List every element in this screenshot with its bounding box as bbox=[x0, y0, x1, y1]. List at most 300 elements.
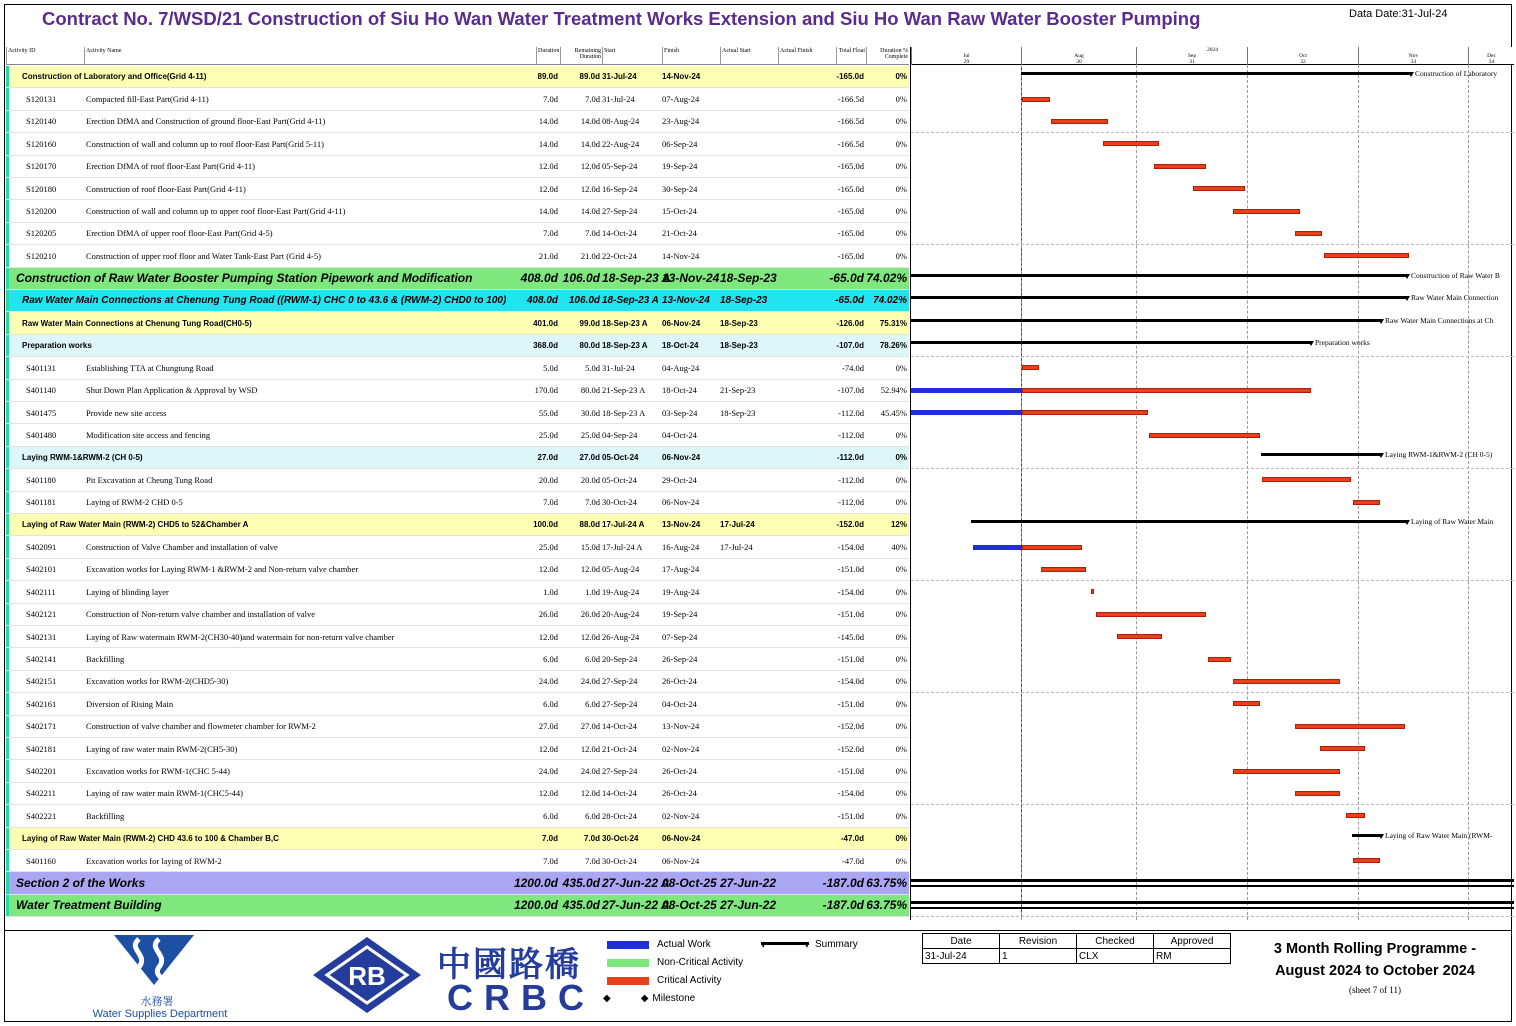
cell-tf: -107.0d bbox=[836, 340, 864, 350]
cell-afinish bbox=[778, 178, 836, 199]
cell-dur: 6.0d bbox=[543, 698, 558, 709]
cell-pct: 12% bbox=[890, 520, 907, 530]
legend-actual: Actual Work bbox=[607, 939, 711, 950]
cell-dur: 14.0d bbox=[538, 116, 558, 127]
legend-summary: Summary bbox=[761, 939, 858, 950]
cell-afinish bbox=[778, 424, 836, 445]
cell-astart bbox=[720, 760, 778, 781]
cell-name: Diversion of Rising Main bbox=[86, 698, 174, 709]
row-gridline bbox=[911, 468, 1514, 469]
cell-rem: 27.0d bbox=[580, 721, 600, 732]
cell-astart bbox=[720, 828, 778, 849]
critical-activity-bar[interactable] bbox=[1193, 186, 1245, 191]
cell-id: S402211 bbox=[26, 788, 56, 799]
gantt-bar-label: Construction of Laboratory bbox=[1415, 69, 1498, 79]
activity-row[interactable] bbox=[6, 559, 909, 581]
summary-bar[interactable] bbox=[911, 901, 1514, 904]
cell-astart bbox=[720, 581, 778, 602]
activity-row[interactable] bbox=[6, 469, 909, 491]
cell-name: Construction of upper roof floor and Water Tank-East Part (Grid 4-5) bbox=[86, 250, 321, 261]
activity-row[interactable] bbox=[6, 581, 909, 603]
critical-activity-bar[interactable] bbox=[1022, 388, 1311, 393]
activity-row[interactable] bbox=[6, 156, 909, 178]
gantt-bar-label: Laying of Raw Water Main bbox=[1411, 517, 1494, 527]
cell-pct: 0% bbox=[895, 721, 907, 732]
col-finish[interactable]: Finish bbox=[662, 47, 720, 65]
critical-activity-bar[interactable] bbox=[1149, 433, 1260, 438]
cell-start: 26-Aug-24 bbox=[602, 631, 640, 642]
critical-activity-bar[interactable] bbox=[1346, 813, 1365, 818]
timescale bbox=[911, 47, 1514, 65]
critical-activity-bar[interactable] bbox=[1022, 97, 1050, 102]
cell-pct: 75.31% bbox=[879, 318, 907, 328]
cell-afinish bbox=[778, 783, 836, 804]
row-gridline bbox=[911, 804, 1514, 805]
summary-bar[interactable] bbox=[911, 296, 1407, 299]
cell-rem: 12.0d bbox=[580, 183, 600, 194]
wbs-indent-stripe bbox=[6, 380, 9, 401]
cell-dur: 1200.0d bbox=[513, 876, 558, 891]
milestone-icon: ◆ bbox=[603, 993, 611, 1004]
wbs-indent-stripe bbox=[6, 604, 9, 625]
cell-pct: 0% bbox=[895, 698, 907, 709]
cell-afinish bbox=[778, 268, 836, 289]
cell-dur: 401.0d bbox=[533, 318, 558, 328]
timescale-month bbox=[1358, 47, 1468, 65]
cell-name: Laying of raw water main RWM-2(CH5-30) bbox=[86, 743, 238, 754]
cell-id: S402201 bbox=[26, 766, 57, 777]
cell-start: 17-Jul-24 A bbox=[602, 542, 643, 553]
data-date-label: Data Date bbox=[1349, 8, 1399, 20]
cell-dur: 21.0d bbox=[538, 250, 558, 261]
cell-name: Construction of wall and column up to roof floor-East Part(Grid 5-11) bbox=[86, 138, 324, 149]
cell-id: S402181 bbox=[26, 743, 57, 754]
cell-rem: 7.0d bbox=[585, 855, 600, 866]
cell-tf: -145.0d bbox=[837, 631, 864, 642]
timescale-month-number: 29 bbox=[963, 59, 970, 65]
cell-afinish bbox=[778, 581, 836, 602]
cell-dur: 408.0d bbox=[520, 271, 558, 286]
revision-table bbox=[922, 933, 1231, 964]
activity-row[interactable] bbox=[6, 693, 909, 715]
cell-finish: 06-Nov-24 bbox=[662, 318, 701, 328]
cell-rem: 106.0d bbox=[568, 295, 600, 307]
cell-pct: 0% bbox=[895, 833, 907, 843]
cell-start: 18-Sep-23 A bbox=[602, 271, 671, 286]
activity-row[interactable] bbox=[6, 424, 909, 446]
cell-pct: 0% bbox=[895, 72, 907, 82]
wbs-indent-stripe bbox=[6, 536, 9, 557]
cell-id: S402161 bbox=[26, 698, 57, 709]
critical-activity-bar[interactable] bbox=[1022, 365, 1039, 370]
milestone-icon: ◆ bbox=[640, 993, 649, 1004]
cell-pct: 0% bbox=[895, 94, 907, 105]
cell-name: Backfilling bbox=[86, 810, 125, 821]
wbs-summary-row[interactable] bbox=[6, 268, 909, 290]
cell-afinish bbox=[778, 626, 836, 647]
cell-name: Establishing TTA at Chungtung Road bbox=[86, 362, 214, 373]
cell-name: Erection DfMA of upper roof floor-East Part(Grid 4-5) bbox=[86, 228, 273, 239]
month-gridline bbox=[1358, 65, 1359, 920]
cell-finish: 06-Nov-24 bbox=[662, 497, 700, 508]
cell-pct: 40% bbox=[891, 542, 907, 553]
cell-finish: 07-Aug-24 bbox=[662, 94, 700, 105]
cell-id: S402101 bbox=[26, 564, 57, 575]
summary-bar[interactable] bbox=[911, 341, 1311, 344]
cell-afinish bbox=[778, 290, 836, 311]
critical-activity-bar[interactable] bbox=[1233, 769, 1340, 774]
wbs-indent-stripe bbox=[6, 335, 9, 356]
critical-activity-bar[interactable] bbox=[1233, 701, 1260, 706]
activity-row[interactable] bbox=[6, 805, 909, 827]
actual-work-bar[interactable] bbox=[911, 410, 1022, 415]
cell-pct: 0% bbox=[895, 430, 907, 441]
activity-row[interactable] bbox=[6, 850, 909, 872]
cell-tf: -165.0d bbox=[837, 183, 864, 194]
cell-start: 28-Oct-24 bbox=[602, 810, 637, 821]
critical-activity-bar[interactable] bbox=[1051, 119, 1108, 124]
cell-start: 30-Oct-24 bbox=[602, 497, 637, 508]
cell-finish: 13-Nov-24 bbox=[662, 520, 701, 530]
cell-name: Laying of Raw watermain RWM-2(CH30-40)and watermain for non-return valve chamber bbox=[86, 631, 395, 642]
cell-start: 31-Jul-24 bbox=[602, 72, 637, 82]
rev-approved: RM bbox=[1154, 949, 1231, 964]
cell-rem: 12.0d bbox=[580, 631, 600, 642]
month-gridline bbox=[1247, 65, 1248, 920]
cell-start: 08-Aug-24 bbox=[602, 116, 640, 127]
activity-row[interactable] bbox=[6, 178, 909, 200]
cell-id: S402151 bbox=[26, 676, 57, 687]
critical-activity-bar[interactable] bbox=[1233, 209, 1300, 214]
cell-pct: 0% bbox=[895, 228, 907, 239]
cell-astart bbox=[720, 850, 778, 871]
timescale-month bbox=[1247, 47, 1358, 65]
activity-row[interactable] bbox=[6, 357, 909, 379]
col-activity-id[interactable]: Activity ID bbox=[6, 47, 84, 65]
critical-activity-bar[interactable] bbox=[1295, 724, 1405, 729]
cell-finish: 06-Sep-24 bbox=[662, 138, 698, 149]
cell-name: Construction of Laboratory and Office(Grid 4-11) bbox=[22, 72, 207, 82]
month-gridline bbox=[1468, 65, 1469, 920]
cell-id: S402171 bbox=[26, 721, 57, 732]
cell-rem: 80.0d bbox=[579, 340, 600, 350]
critical-activity-bar[interactable] bbox=[1208, 657, 1231, 662]
wbs-indent-stripe bbox=[6, 671, 9, 692]
cell-rem: 6.0d bbox=[585, 698, 600, 709]
critical-activity-bar[interactable] bbox=[1041, 567, 1086, 572]
summary-bar[interactable] bbox=[1021, 72, 1411, 75]
activity-row[interactable] bbox=[6, 492, 909, 514]
summary-end-marker bbox=[1404, 274, 1410, 279]
cell-afinish bbox=[778, 760, 836, 781]
wsd-chinese: 水務署 bbox=[140, 996, 174, 1008]
cell-finish: 23-Aug-24 bbox=[662, 116, 700, 127]
cell-finish: 14-Nov-24 bbox=[662, 250, 700, 261]
cell-dur: 100.0d bbox=[533, 520, 558, 530]
wbs-summary-row[interactable] bbox=[6, 872, 909, 894]
cell-name: Laying of Raw Water Main (RWM-2) CHD5 to 52&Chamber A bbox=[22, 520, 249, 530]
activity-row[interactable] bbox=[6, 604, 909, 626]
col-actual-start[interactable]: Actual Start bbox=[720, 47, 778, 65]
cell-dur: 14.0d bbox=[538, 206, 558, 217]
summary-bar[interactable] bbox=[1352, 834, 1381, 837]
cell-pct: 63.75% bbox=[866, 898, 907, 913]
critical-activity-bar[interactable] bbox=[1262, 477, 1351, 482]
col-total-float[interactable]: Total Float bbox=[836, 47, 866, 65]
col-start[interactable]: Start bbox=[602, 47, 662, 65]
programme-line2: August 2024 to October 2024 bbox=[1275, 963, 1475, 979]
cell-finish: 13-Nov-24 bbox=[662, 271, 720, 286]
cell-afinish bbox=[778, 671, 836, 692]
cell-tf: -126.0d bbox=[836, 318, 864, 328]
cell-tf: -187.0d bbox=[822, 898, 864, 913]
col-duration[interactable]: Duration bbox=[536, 47, 560, 65]
cell-dur: 14.0d bbox=[538, 138, 558, 149]
cell-afinish bbox=[778, 380, 836, 401]
cell-dur: 25.0d bbox=[538, 542, 558, 553]
col-remaining-duration[interactable]: Remaining Duration bbox=[560, 47, 602, 65]
wbs-summary-row[interactable] bbox=[6, 447, 909, 469]
critical-activity-bar[interactable] bbox=[1117, 634, 1162, 639]
cell-start: 21-Sep-23 A bbox=[602, 385, 646, 396]
cell-name: Provide new site access bbox=[86, 407, 167, 418]
critical-activity-bar[interactable] bbox=[1295, 791, 1340, 796]
cell-afinish bbox=[778, 828, 836, 849]
legend-actual-swatch bbox=[607, 941, 649, 949]
activity-row[interactable] bbox=[6, 648, 909, 670]
cell-astart bbox=[720, 671, 778, 692]
activity-row[interactable] bbox=[6, 783, 909, 805]
cell-name: Excavation works for laying of RWM-2 bbox=[86, 855, 222, 866]
cell-pct: 74.02% bbox=[873, 295, 907, 307]
wbs-summary-row[interactable] bbox=[6, 895, 909, 917]
cell-tf: -165.0d bbox=[837, 206, 864, 217]
cell-start: 05-Aug-24 bbox=[602, 564, 640, 575]
rev-header-date: Date bbox=[923, 934, 1000, 949]
wbs-summary-row[interactable] bbox=[6, 312, 909, 334]
cell-finish: 21-Oct-24 bbox=[662, 228, 697, 239]
data-date: Data Date:31-Jul-24 bbox=[1349, 8, 1448, 20]
summary-bar[interactable] bbox=[911, 879, 1514, 882]
activity-row[interactable] bbox=[6, 738, 909, 760]
cell-dur: 27.0d bbox=[537, 452, 558, 462]
cell-finish: 02-Nov-24 bbox=[662, 743, 700, 754]
summary-end-marker bbox=[1404, 520, 1410, 525]
cell-rem: 14.0d bbox=[580, 206, 600, 217]
wbs-summary-row[interactable] bbox=[6, 66, 909, 88]
cell-name: Construction of Raw Water Booster Pumping Station Pipework and Modification bbox=[16, 271, 473, 286]
summary-bar[interactable] bbox=[911, 274, 1407, 277]
gantt-bar-label: Raw Water Main Connection bbox=[1411, 293, 1499, 303]
cell-tf: -112.0d bbox=[836, 452, 864, 462]
wbs-indent-stripe bbox=[6, 872, 9, 893]
cell-start: 31-Jul-24 bbox=[602, 362, 635, 373]
cell-rem: 89.0d bbox=[579, 72, 600, 82]
programme-line1: 3 Month Rolling Programme - bbox=[1273, 941, 1477, 957]
cell-id: S401131 bbox=[26, 362, 56, 373]
cell-afinish bbox=[778, 88, 836, 109]
activity-row[interactable] bbox=[6, 626, 909, 648]
sheet-number: (sheet 7 of 11) bbox=[1349, 985, 1401, 995]
row-gridline bbox=[911, 132, 1514, 133]
cell-astart bbox=[720, 156, 778, 177]
wbs-summary-row[interactable] bbox=[6, 335, 909, 357]
cell-start: 18-Sep-23 A bbox=[602, 340, 648, 350]
cell-id: S401475 bbox=[26, 407, 57, 418]
legend-milestone: ◆ ◆ Milestone bbox=[603, 993, 696, 1004]
cell-name: Laying RWM-1&RWM-2 (CH 0-5) bbox=[22, 452, 143, 462]
cell-start: 27-Sep-24 bbox=[602, 766, 638, 777]
summary-bar[interactable] bbox=[971, 520, 1407, 523]
cell-afinish bbox=[778, 402, 836, 423]
cell-finish: 26-Oct-24 bbox=[662, 788, 697, 799]
cell-pct: 63.75% bbox=[866, 876, 907, 891]
cell-pct: 0% bbox=[895, 452, 907, 462]
cell-finish: 15-Oct-24 bbox=[662, 206, 697, 217]
cell-rem: 7.0d bbox=[585, 497, 600, 508]
cell-afinish bbox=[778, 357, 836, 378]
cell-start: 14-Oct-24 bbox=[602, 721, 637, 732]
cell-pct: 45.45% bbox=[880, 407, 907, 418]
summary-bar[interactable] bbox=[911, 319, 1381, 322]
legend-critical: Critical Activity bbox=[607, 975, 721, 986]
gantt-bar-label: Construction of Raw Water B bbox=[1411, 270, 1500, 280]
cell-finish: 13-Nov-24 bbox=[662, 721, 700, 732]
cell-finish: 16-Aug-24 bbox=[662, 542, 700, 553]
summary-bar[interactable] bbox=[1261, 453, 1381, 456]
cell-pct: 0% bbox=[895, 116, 907, 127]
cell-astart: 18-Sep-23 bbox=[720, 340, 758, 350]
wbs-indent-stripe bbox=[6, 581, 9, 602]
cell-tf: -165.0d bbox=[836, 72, 864, 82]
cell-afinish bbox=[778, 559, 836, 580]
cell-astart bbox=[720, 783, 778, 804]
cell-afinish bbox=[778, 648, 836, 669]
timescale-year: 2024 bbox=[1207, 47, 1218, 53]
cell-pct: 0% bbox=[895, 609, 907, 620]
critical-activity-bar[interactable] bbox=[1022, 545, 1082, 550]
col-pct-complete[interactable]: Duration % Complete bbox=[866, 47, 909, 65]
cell-finish: 26-Sep-24 bbox=[662, 654, 698, 665]
critical-activity-bar[interactable] bbox=[1154, 164, 1206, 169]
cell-dur: 24.0d bbox=[538, 676, 558, 687]
activity-row[interactable] bbox=[6, 245, 909, 267]
cell-id: S120210 bbox=[26, 250, 57, 261]
cell-id: S120160 bbox=[26, 138, 57, 149]
wbs-summary-row[interactable] bbox=[6, 828, 909, 850]
activity-row[interactable] bbox=[6, 133, 909, 155]
activity-row[interactable] bbox=[6, 760, 909, 782]
activity-row[interactable] bbox=[6, 88, 909, 110]
timescale-month bbox=[1468, 47, 1514, 65]
cell-rem: 21.0d bbox=[580, 250, 600, 261]
wbs-summary-row[interactable] bbox=[6, 290, 909, 312]
activity-row[interactable] bbox=[6, 402, 909, 424]
activity-row[interactable] bbox=[6, 200, 909, 222]
cell-astart bbox=[720, 604, 778, 625]
activity-row[interactable] bbox=[6, 111, 909, 133]
cell-dur: 7.0d bbox=[543, 228, 558, 239]
cell-tf: -152.0d bbox=[837, 743, 864, 754]
cell-id: S401160 bbox=[26, 855, 56, 866]
cell-dur: 408.0d bbox=[526, 295, 558, 307]
cell-start: 14-Oct-24 bbox=[602, 228, 637, 239]
legend-critical-swatch bbox=[607, 977, 649, 985]
wbs-indent-stripe bbox=[6, 178, 9, 199]
critical-activity-bar[interactable] bbox=[1324, 253, 1409, 258]
cell-rem: 12.0d bbox=[580, 788, 600, 799]
col-activity-name[interactable]: Activity Name bbox=[84, 47, 536, 65]
cell-start: 18-Sep-23 A bbox=[602, 295, 659, 307]
wbs-summary-row[interactable] bbox=[6, 514, 909, 536]
timescale-month-name: Jul bbox=[963, 53, 970, 59]
cell-pct: 52.94% bbox=[880, 385, 907, 396]
wbs-indent-stripe bbox=[6, 245, 9, 266]
cell-id: S402221 bbox=[26, 810, 57, 821]
cell-astart bbox=[720, 716, 778, 737]
cell-tf: -65.0d bbox=[829, 271, 864, 286]
cell-dur: 55.0d bbox=[538, 407, 558, 418]
critical-activity-bar[interactable] bbox=[1353, 500, 1380, 505]
cell-dur: 89.0d bbox=[537, 72, 558, 82]
activity-row[interactable] bbox=[6, 716, 909, 738]
wbs-indent-stripe bbox=[6, 133, 9, 154]
critical-activity-bar[interactable] bbox=[1353, 858, 1380, 863]
cell-astart bbox=[720, 178, 778, 199]
wsd-logo-icon bbox=[109, 935, 199, 991]
cell-finish: 03-Sep-24 bbox=[662, 407, 698, 418]
critical-activity-bar[interactable] bbox=[1320, 746, 1365, 751]
critical-activity-bar[interactable] bbox=[1096, 612, 1206, 617]
activity-row[interactable] bbox=[6, 671, 909, 693]
activity-row[interactable] bbox=[6, 536, 909, 558]
cell-rem: 7.0d bbox=[585, 228, 600, 239]
cell-finish: 14-Nov-24 bbox=[662, 72, 701, 82]
col-actual-finish[interactable]: Actual Finish bbox=[778, 47, 836, 65]
actual-work-bar[interactable] bbox=[973, 545, 1022, 550]
critical-activity-bar[interactable] bbox=[1091, 589, 1094, 594]
cell-afinish bbox=[778, 492, 836, 513]
wbs-indent-stripe bbox=[6, 850, 9, 871]
cell-rem: 14.0d bbox=[580, 116, 600, 127]
cell-pct: 0% bbox=[895, 497, 907, 508]
cell-id: S120131 bbox=[26, 94, 57, 105]
cell-astart bbox=[720, 626, 778, 647]
cell-pct: 0% bbox=[895, 855, 907, 866]
activity-row[interactable] bbox=[6, 380, 909, 402]
row-gridline bbox=[911, 580, 1514, 581]
cell-tf: -154.0d bbox=[837, 676, 864, 687]
critical-activity-bar[interactable] bbox=[1233, 679, 1340, 684]
cell-dur: 25.0d bbox=[538, 430, 558, 441]
cell-afinish bbox=[778, 738, 836, 759]
critical-activity-bar[interactable] bbox=[1022, 410, 1148, 415]
critical-activity-bar[interactable] bbox=[1295, 231, 1322, 236]
cell-astart bbox=[720, 738, 778, 759]
rb-logo-icon bbox=[311, 935, 423, 1015]
cell-name: Pit Excavation at Cheung Tung Road bbox=[86, 474, 213, 485]
cell-astart bbox=[720, 648, 778, 669]
cell-start: 27-Sep-24 bbox=[602, 206, 638, 217]
actual-work-bar[interactable] bbox=[911, 388, 1022, 393]
cell-pct: 0% bbox=[895, 161, 907, 172]
cell-dur: 6.0d bbox=[543, 654, 558, 665]
activity-row[interactable] bbox=[6, 223, 909, 245]
critical-activity-bar[interactable] bbox=[1103, 141, 1159, 146]
rev-date: 31-Jul-24 bbox=[923, 949, 1000, 964]
cell-astart bbox=[720, 357, 778, 378]
cell-astart bbox=[720, 492, 778, 513]
